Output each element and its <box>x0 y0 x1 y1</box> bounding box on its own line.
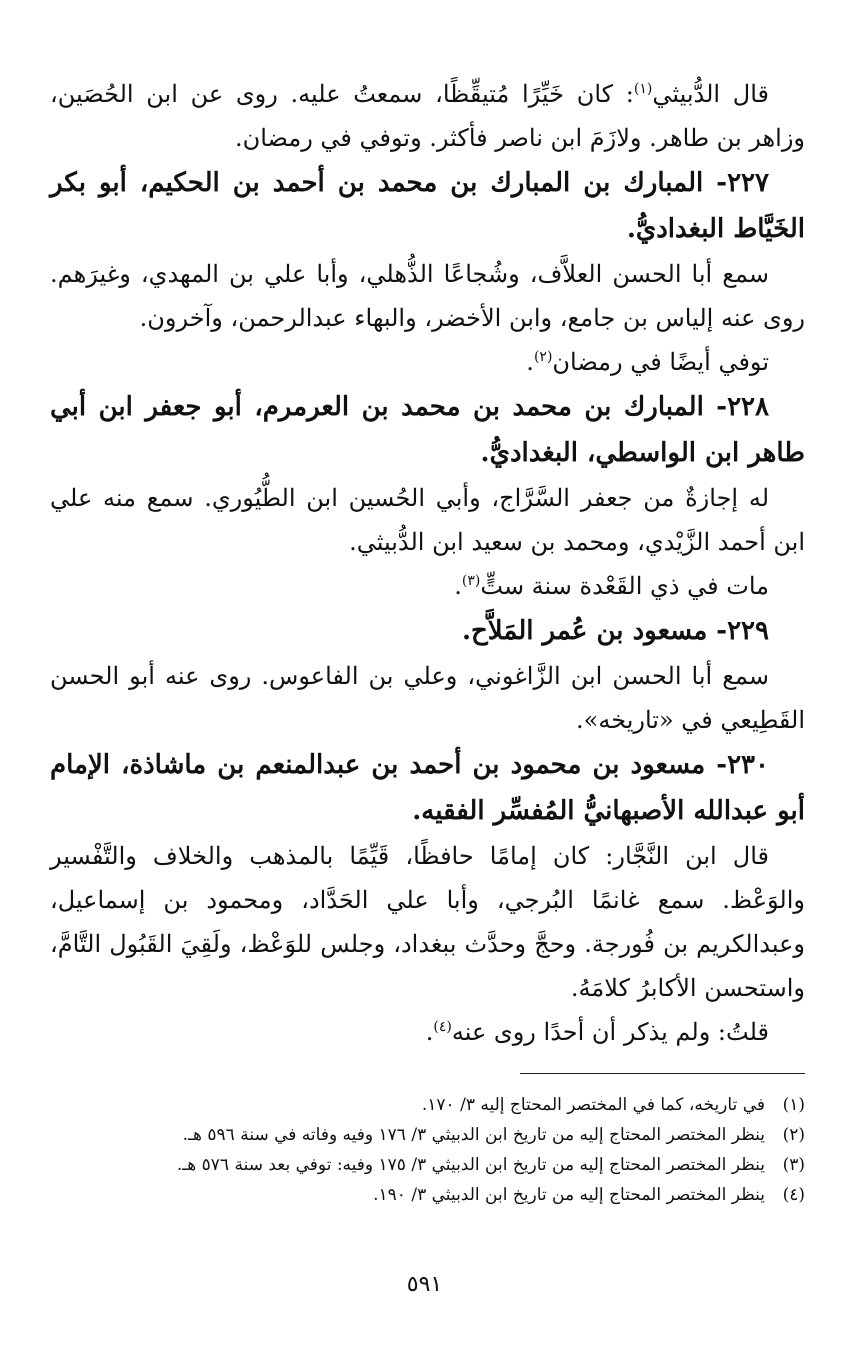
entry-226-paragraph <box>50 72 805 160</box>
footnote-divider <box>520 1073 805 1074</box>
paragraph-text: مات في ذي القَعْدة سنة ستٍّ <box>480 572 769 600</box>
entry-230-heading: ٢٣٠- مسعود بن محمود بن أحمد بن عبدالمنعم بن ماشاذة، الإمام أبو عبدالله الأصبهانيُّ المُفسِّر الفقيه. <box>50 750 805 826</box>
paragraph-text: قلتُ: ولم يذكر أن أحدًا روى عنه <box>451 1018 769 1046</box>
paragraph-text: . <box>454 572 462 600</box>
footnote-item <box>44 1182 805 1208</box>
paragraph-text: : كان خَيِّرًا مُتيقِّظًا، سمعتُ عليه. روى عن ابن الحُصَين، وزاهر بن طاهر. ولازَمَ ابن ناصر فأكثر. وتوفي في رمضان. <box>50 80 805 152</box>
footnote-number: (١) <box>782 1095 805 1115</box>
footnote-number: (٢) <box>782 1125 805 1145</box>
footnote-text: ينظر المختصر المحتاج إليه من تاريخ ابن الدبيثي ٣/ ١٩٠. <box>373 1185 765 1205</box>
footnote-number: (٤) <box>782 1185 805 1205</box>
paragraph-text: قال الدُّبيثي <box>652 80 770 108</box>
page-number: ٥٩١ <box>406 1272 443 1297</box>
footnote-text: في تاريخه، كما في المختصر المحتاج إليه ٣/ ١٧٠. <box>421 1095 765 1115</box>
main-text <box>50 72 805 1054</box>
footnote-item <box>44 1092 805 1118</box>
entry-227-death <box>50 340 805 384</box>
footnote-ref-4: (٤) <box>433 1019 452 1035</box>
footnote-text: ينظر المختصر المحتاج إليه من تاريخ ابن الدبيثي ٣/ ١٧٥ وفيه: توفي بعد سنة ٥٧٦ هـ. <box>176 1155 765 1175</box>
footnote-ref-2: (٢) <box>533 349 553 365</box>
footnote-text: ينظر المختصر المحتاج إليه من تاريخ ابن الدبيثي ٣/ ١٧٦ وفيه وفاته في سنة ٥٩٦ هـ. <box>182 1125 765 1145</box>
footnote-item <box>44 1152 805 1178</box>
paragraph-text: توفي أيضًا في رمضان <box>552 348 769 376</box>
entry-228-paragraph: له إجازةٌ من جعفر السَّرَّاج، وأبي الحُسين ابن الطُّيُوري. سمع منه علي ابن أحمد الزَّيْدي، ومحمد بن سعيد ابن الدُّبيثي. <box>50 484 805 556</box>
entry-229-paragraph: سمع أبا الحسن ابن الزَّاغوني، وعلي بن الفاعوس. روى عنه أبو الحسن القَطِيعي في «تاريخه». <box>50 662 805 734</box>
paragraph-text: . <box>526 348 534 376</box>
paragraph-text: . <box>425 1018 434 1046</box>
entry-228-heading: ٢٢٨- المبارك بن محمد بن محمد بن العرمرم، أبو جعفر ابن أبي طاهر ابن الواسطي، البغداديُّ. <box>50 392 805 468</box>
entry-230-paragraph: قال ابن النَّجَّار: كان إمامًا حافظًا، قَيِّمًا بالمذهب والخلاف والتَّفْسير والوَعْظ. سمع غانمًا البُرجي، وأبا علي الحَدَّاد، ومحمود بن إسماعيل، وعبدالكريم بن فُورجة. وحجَّ وحدَّث ببغداد، وجلس للوَعْظ، ولَقِيَ القَبُول التَّامَّ، واستحسن الأكابرُ كلامَهُ. <box>50 842 805 1002</box>
footnote-item <box>44 1122 805 1148</box>
entry-227-paragraph: سمع أبا الحسن العلاَّف، وشُجاعًا الذُّهلي، وأبا علي بن المهدي، وغيرَهم. روى عنه إلياس بن جامع، وابن الأخضر، والبهاء عبدالرحمن، وآخرون. <box>50 260 805 332</box>
entry-228-death <box>50 564 805 608</box>
footnote-number: (٣) <box>782 1155 805 1175</box>
footnote-ref-1: (١) <box>633 81 653 97</box>
footnote-ref-3: (٣) <box>461 573 481 589</box>
footnotes-section <box>44 1092 805 1212</box>
entry-229-heading: ٢٢٩- مسعود بن عُمر المَلاَّح. <box>461 616 769 646</box>
entry-230-note <box>50 1010 805 1054</box>
entry-227-heading: ٢٢٧- المبارك بن المبارك بن محمد بن أحمد بن الحكيم، أبو بكر الخَيَّاط البغداديُّ. <box>50 168 805 244</box>
